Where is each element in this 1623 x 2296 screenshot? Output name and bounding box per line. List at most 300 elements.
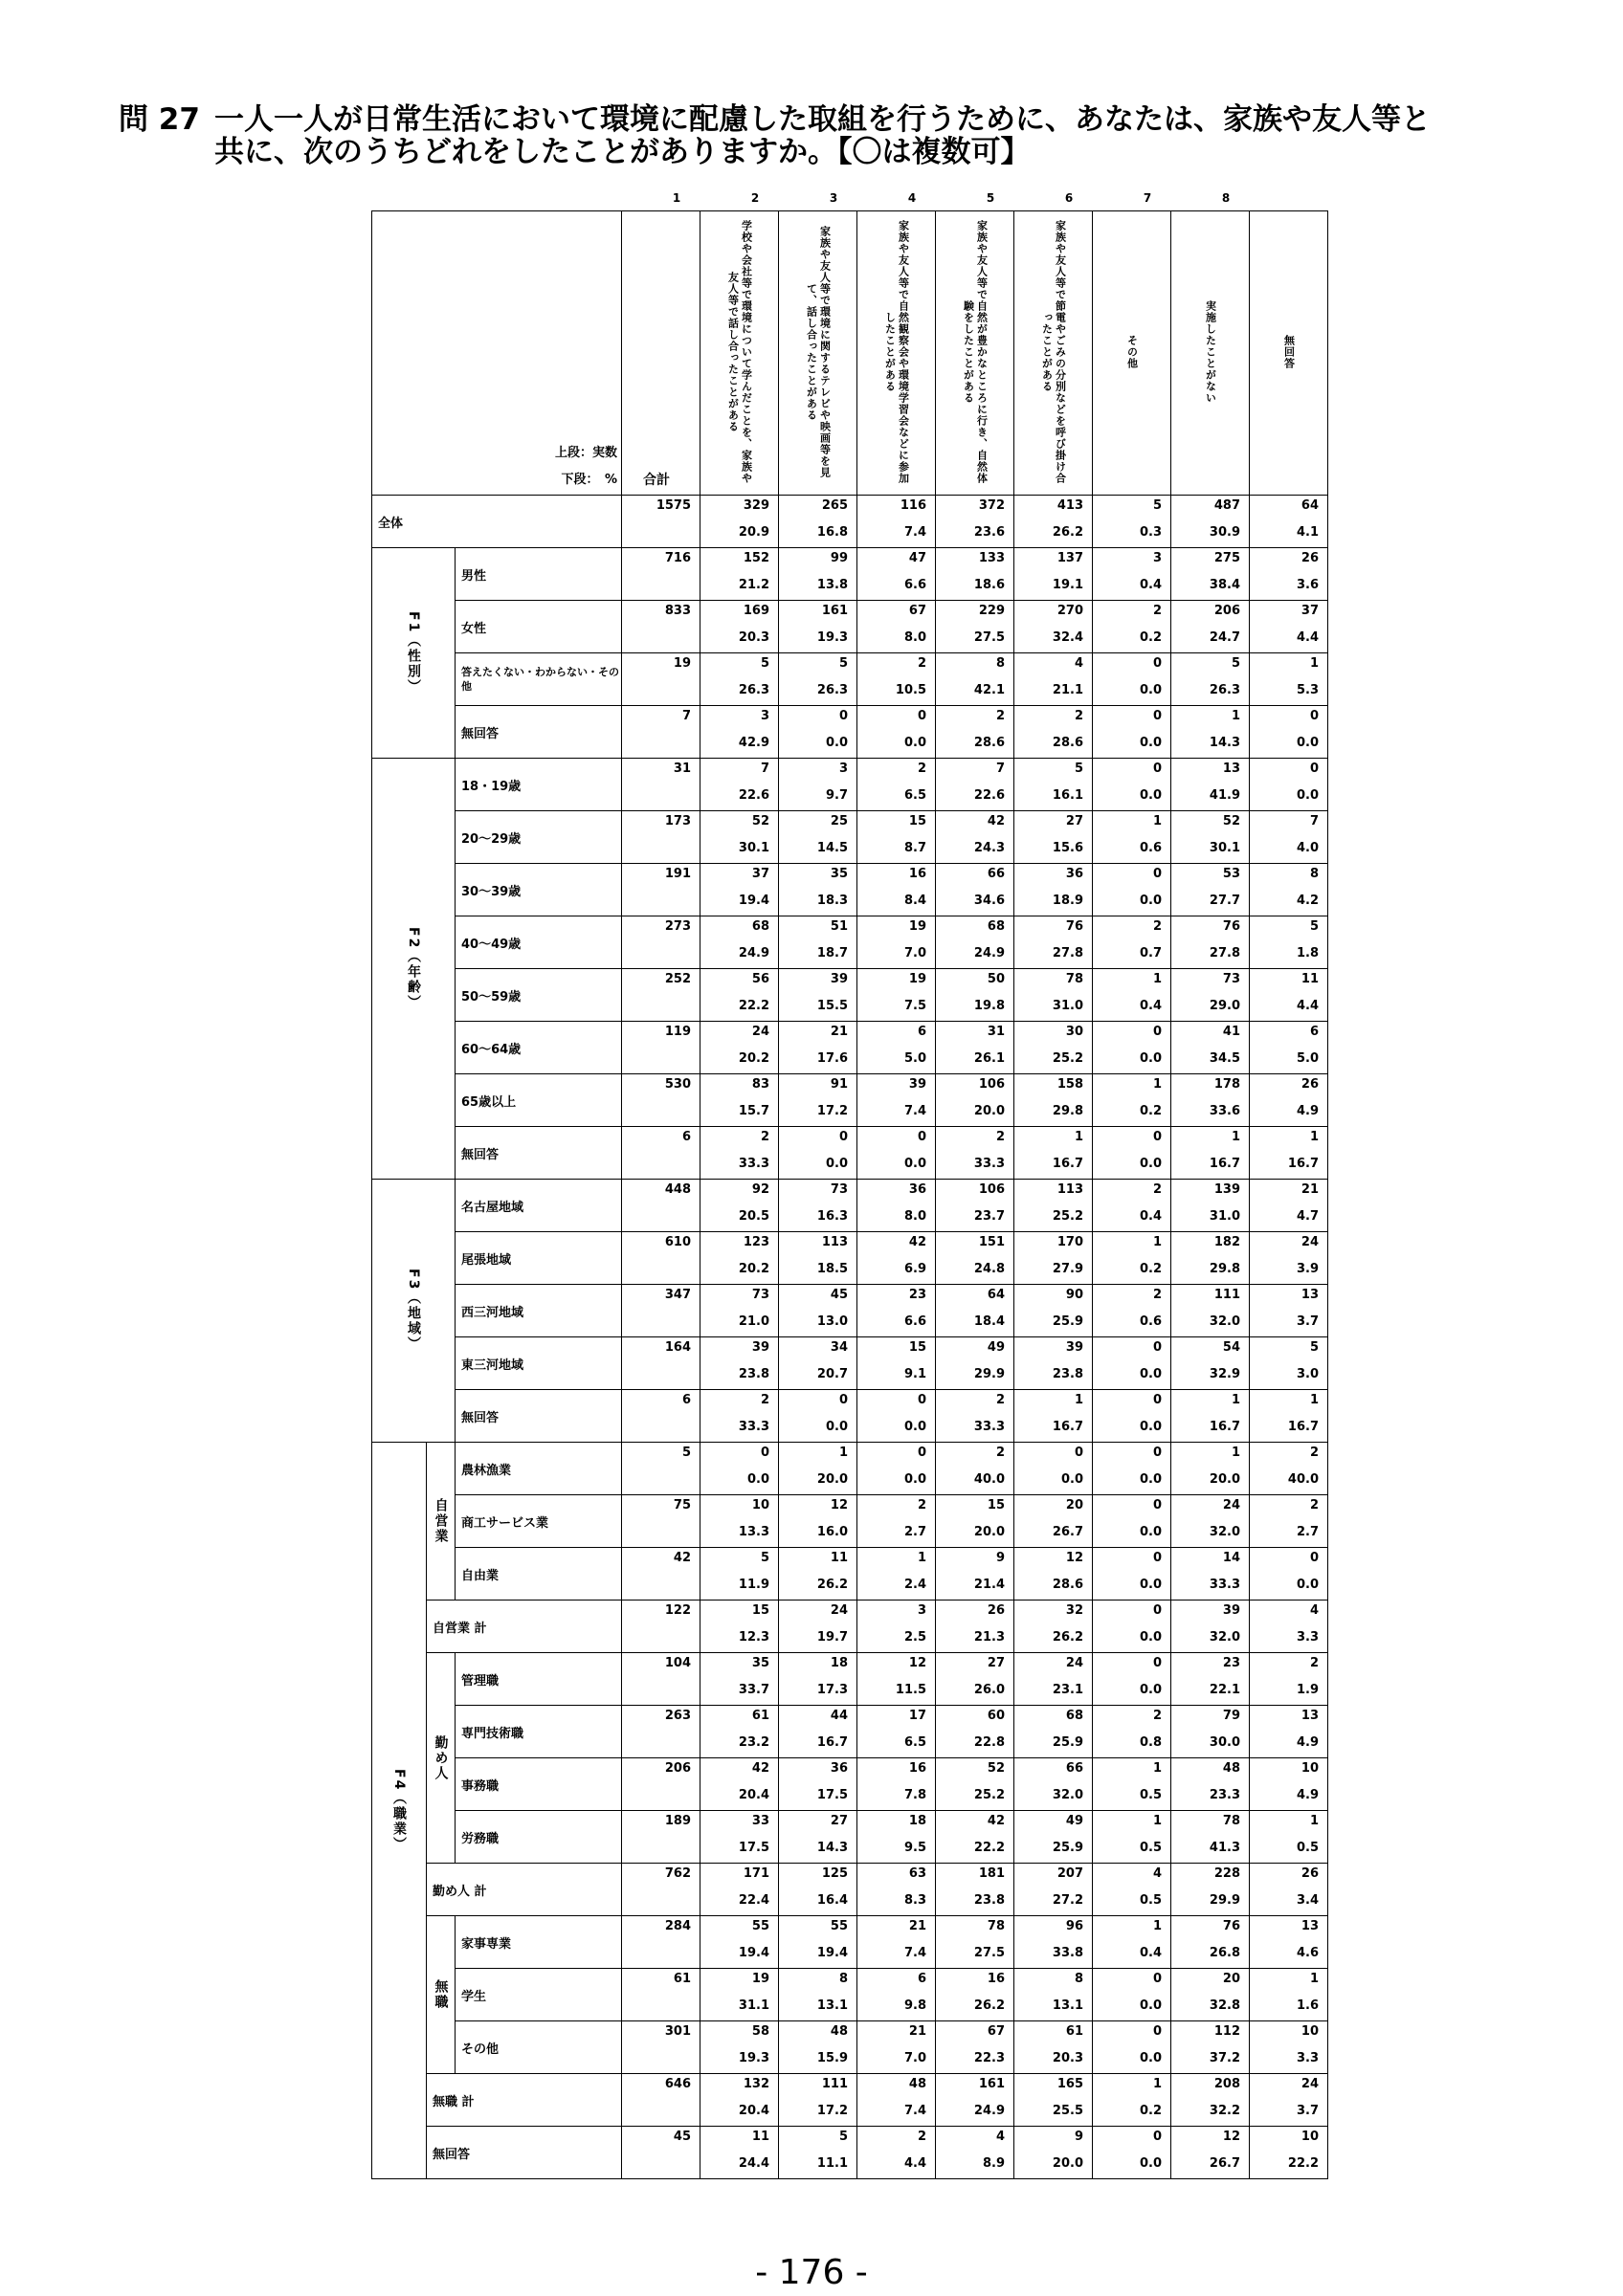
count-value: 106 [978, 1182, 1005, 1197]
percent-value: 22.6 [973, 788, 1005, 803]
count-value: 24 [1222, 1498, 1240, 1512]
percent-value: 0.0 [1139, 1683, 1162, 1697]
data-cell [700, 1232, 779, 1285]
row-total-value: 173 [664, 814, 691, 828]
percent-value: 22.2 [973, 1841, 1005, 1855]
data-cell [1093, 706, 1171, 759]
data-cell [857, 1180, 936, 1232]
data-cell [700, 1916, 779, 1969]
data-cell [1250, 1969, 1328, 2021]
column-number-row [0, 191, 1623, 209]
count-value: 0 [1152, 867, 1162, 881]
count-value: 96 [1065, 1919, 1083, 1933]
percent-value: 0.0 [1139, 1420, 1162, 1434]
percent-value: 19.4 [816, 1946, 848, 1960]
count-value: 270 [1056, 604, 1083, 618]
data-cell [1171, 1443, 1250, 1495]
percent-value: 27.8 [1209, 946, 1240, 960]
row-total [622, 969, 700, 1022]
count-value: 1 [1152, 1077, 1162, 1092]
row-label: 事務職 [456, 1758, 622, 1811]
percent-value: 16.7 [1287, 1420, 1319, 1434]
percent-value: 8.0 [903, 1209, 926, 1224]
count-value: 16 [908, 1761, 926, 1776]
row-label: 男性 [456, 548, 622, 601]
count-value: 47 [908, 551, 926, 565]
table-row [372, 1127, 1328, 1180]
count-value: 8 [1309, 867, 1319, 881]
count-value: 152 [743, 551, 769, 565]
percent-value: 0.4 [1139, 1946, 1162, 1960]
count-value: 15 [908, 814, 926, 828]
data-cell [1250, 1706, 1328, 1758]
col-number: 6 [1064, 191, 1074, 205]
count-value: 67 [908, 604, 926, 618]
group-label [427, 1653, 456, 1864]
count-value: 73 [830, 1182, 848, 1197]
data-cell [936, 1811, 1014, 1864]
count-value: 4 [1152, 1866, 1162, 1881]
count-value: 132 [743, 2077, 769, 2091]
count-value: 34 [830, 1340, 848, 1355]
percent-value: 1.9 [1296, 1683, 1319, 1697]
percent-value: 19.4 [738, 1946, 769, 1960]
data-cell [779, 1337, 857, 1390]
table-row [372, 1706, 1328, 1758]
count-value: 111 [821, 2077, 848, 2091]
count-value: 78 [1065, 972, 1083, 986]
row-label: 20～29歳 [456, 811, 622, 864]
count-value: 21 [908, 1919, 926, 1933]
data-cell [1250, 1811, 1328, 1864]
column-header: 無回答 [1250, 211, 1328, 496]
row-total [622, 1232, 700, 1285]
percent-value: 0.0 [903, 1420, 926, 1434]
percent-value: 13.3 [738, 1525, 769, 1539]
count-value: 0 [760, 1446, 769, 1460]
count-value: 3 [760, 709, 769, 723]
percent-value: 4.9 [1296, 1788, 1319, 1802]
col-number: 5 [986, 191, 995, 205]
group-label [372, 1180, 456, 1443]
percent-value: 29.0 [1209, 999, 1240, 1013]
table-row [372, 1074, 1328, 1127]
count-value: 1 [1152, 1761, 1162, 1776]
data-cell [1014, 811, 1093, 864]
data-cell [936, 1495, 1014, 1548]
count-value: 14 [1222, 1551, 1240, 1565]
percent-value: 24.9 [738, 946, 769, 960]
count-value: 36 [1065, 867, 1083, 881]
question-title-line1 [119, 103, 1431, 136]
column-header: 家族や友人等で自然が豊かなところに行き、自然体験をしたことがある [936, 211, 1014, 496]
count-value: 92 [751, 1182, 769, 1197]
count-value: 10 [1301, 2130, 1319, 2144]
count-value: 1 [1074, 1393, 1083, 1407]
percent-value: 21.4 [973, 1578, 1005, 1592]
count-value: 5 [1309, 919, 1319, 934]
data-cell [936, 1285, 1014, 1337]
percent-value: 23.3 [1209, 1788, 1240, 1802]
percent-value: 0.0 [1139, 2156, 1162, 2171]
data-cell [857, 1811, 936, 1864]
percent-value: 17.2 [816, 2104, 848, 2118]
data-cell [1093, 1390, 1171, 1443]
percent-value: 16.7 [1209, 1420, 1240, 1434]
data-cell [936, 2021, 1014, 2074]
column-header: その他 [1093, 211, 1171, 496]
percent-value: 0.4 [1139, 999, 1162, 1013]
data-cell [779, 1653, 857, 1706]
count-value: 0 [1152, 1446, 1162, 1460]
data-cell [857, 601, 936, 653]
data-cell [1014, 601, 1093, 653]
row-total [622, 1548, 700, 1601]
percent-value: 20.0 [973, 1525, 1005, 1539]
percent-value: 26.1 [973, 1051, 1005, 1066]
data-cell [857, 1022, 936, 1074]
percent-value: 22.2 [738, 999, 769, 1013]
percent-value: 16.7 [816, 1735, 848, 1750]
count-value: 275 [1213, 551, 1240, 565]
count-value: 2 [1152, 604, 1162, 618]
percent-value: 0.6 [1139, 1314, 1162, 1329]
percent-value: 3.7 [1296, 1314, 1319, 1329]
data-cell [700, 653, 779, 706]
row-total [622, 759, 700, 811]
group-label [372, 548, 456, 759]
data-cell [700, 1653, 779, 1706]
percent-value: 0.0 [1139, 1578, 1162, 1592]
data-cell [779, 864, 857, 916]
percent-value: 32.0 [1209, 1630, 1240, 1645]
count-value: 2 [1152, 919, 1162, 934]
percent-value: 15.9 [816, 2051, 848, 2065]
percent-value: 8.4 [903, 894, 926, 908]
percent-value: 24.4 [738, 2156, 769, 2171]
row-total [622, 1758, 700, 1811]
data-cell [1250, 1916, 1328, 1969]
percent-value: 31.0 [1052, 999, 1083, 1013]
data-cell [1171, 2127, 1250, 2179]
count-value: 1 [838, 1446, 848, 1460]
count-value: 44 [830, 1709, 848, 1723]
data-cell [1093, 548, 1171, 601]
data-cell [1250, 759, 1328, 811]
row-label: 専門技術職 [456, 1706, 622, 1758]
percent-value: 0.2 [1139, 1262, 1162, 1276]
row-label: 自由業 [456, 1548, 622, 1601]
count-value: 6 [1309, 1025, 1319, 1039]
count-value: 0 [838, 1393, 848, 1407]
percent-value: 19.1 [1052, 578, 1083, 592]
data-cell [1093, 1495, 1171, 1548]
group-label [427, 1443, 456, 1601]
percent-value: 0.4 [1139, 578, 1162, 592]
row-total-value: 284 [664, 1919, 691, 1933]
row-total [622, 653, 700, 706]
count-value: 68 [987, 919, 1005, 934]
count-value: 0 [917, 1446, 926, 1460]
data-cell [1093, 1548, 1171, 1601]
percent-value: 26.3 [1209, 683, 1240, 697]
count-value: 0 [1309, 1551, 1319, 1565]
percent-value: 17.5 [816, 1788, 848, 1802]
percent-value: 13.1 [1052, 1998, 1083, 2013]
data-cell [1250, 1653, 1328, 1706]
row-total [622, 916, 700, 969]
count-value: 161 [978, 2077, 1005, 2091]
percent-value: 20.0 [973, 1104, 1005, 1118]
count-value: 171 [743, 1866, 769, 1881]
count-value: 12 [1222, 2130, 1240, 2144]
percent-value: 32.0 [1209, 1525, 1240, 1539]
data-cell [1014, 1653, 1093, 1706]
percent-value: 0.2 [1139, 1104, 1162, 1118]
count-value: 24 [1301, 2077, 1319, 2091]
count-value: 90 [1065, 1288, 1083, 1302]
data-cell [936, 496, 1014, 548]
count-value: 26 [1301, 551, 1319, 565]
group-label-text: 自営業 [433, 1498, 449, 1544]
data-cell [700, 1022, 779, 1074]
count-value: 45 [830, 1288, 848, 1302]
data-cell [700, 2074, 779, 2127]
count-value: 2 [1152, 1288, 1162, 1302]
percent-value: 0.4 [1139, 1209, 1162, 1224]
table-row [372, 864, 1328, 916]
data-cell [1014, 1180, 1093, 1232]
count-value: 41 [1222, 1025, 1240, 1039]
count-value: 24 [1065, 1656, 1083, 1670]
row-total-value: 19 [673, 656, 691, 671]
percent-value: 16.7 [1052, 1157, 1083, 1171]
data-cell [700, 601, 779, 653]
count-value: 2 [917, 1498, 926, 1512]
count-value: 139 [1213, 1182, 1240, 1197]
data-cell [700, 1706, 779, 1758]
count-value: 2 [995, 1446, 1005, 1460]
percent-value: 16.8 [816, 525, 848, 540]
data-cell [1014, 2021, 1093, 2074]
table-row [372, 1811, 1328, 1864]
count-value: 1 [1309, 656, 1319, 671]
count-value: 11 [751, 2130, 769, 2144]
percent-value: 34.6 [973, 894, 1005, 908]
row-total [622, 1916, 700, 1969]
count-value: 178 [1213, 1077, 1240, 1092]
row-total [622, 1180, 700, 1232]
count-value: 55 [751, 1919, 769, 1933]
percent-value: 16.7 [1209, 1157, 1240, 1171]
table-row [372, 706, 1328, 759]
table-corner [372, 211, 622, 496]
percent-value: 7.0 [903, 946, 926, 960]
data-cell [1093, 1864, 1171, 1916]
data-cell [700, 1180, 779, 1232]
percent-value: 4.0 [1296, 841, 1319, 855]
percent-value: 7.5 [903, 999, 926, 1013]
data-cell [1171, 1180, 1250, 1232]
data-cell [700, 706, 779, 759]
data-cell [1171, 2074, 1250, 2127]
data-cell [1014, 706, 1093, 759]
count-value: 0 [1309, 709, 1319, 723]
count-value: 113 [821, 1235, 848, 1249]
count-value: 8 [995, 656, 1005, 671]
count-value: 12 [1065, 1551, 1083, 1565]
data-cell [1250, 1285, 1328, 1337]
data-cell [1171, 864, 1250, 916]
data-cell [1250, 1074, 1328, 1127]
count-value: 2 [917, 656, 926, 671]
percent-value: 26.3 [738, 683, 769, 697]
percent-value: 9.5 [903, 1841, 926, 1855]
count-value: 37 [751, 867, 769, 881]
count-value: 10 [1301, 1761, 1319, 1776]
percent-value: 19.3 [738, 2051, 769, 2065]
data-cell [1171, 1601, 1250, 1653]
data-cell [779, 1864, 857, 1916]
data-cell [1093, 1074, 1171, 1127]
data-cell [1014, 864, 1093, 916]
percent-value: 29.8 [1052, 1104, 1083, 1118]
count-value: 15 [908, 1340, 926, 1355]
data-cell [1250, 1495, 1328, 1548]
table-row [372, 1180, 1328, 1232]
data-cell [857, 1653, 936, 1706]
count-value: 37 [1301, 604, 1319, 618]
data-cell [936, 1706, 1014, 1758]
count-value: 0 [1152, 1498, 1162, 1512]
count-value: 1 [1152, 814, 1162, 828]
count-value: 1 [1231, 709, 1240, 723]
count-value: 50 [987, 972, 1005, 986]
data-cell [779, 1548, 857, 1601]
count-value: 7 [995, 762, 1005, 776]
count-value: 39 [1065, 1340, 1083, 1355]
data-cell [857, 811, 936, 864]
percent-value: 33.8 [1052, 1946, 1083, 1960]
data-cell [1093, 1232, 1171, 1285]
table-row [372, 1548, 1328, 1601]
data-cell [857, 1864, 936, 1916]
percent-value: 4.2 [1296, 894, 1319, 908]
count-value: 26 [1301, 1866, 1319, 1881]
data-cell [936, 1337, 1014, 1390]
row-total [622, 811, 700, 864]
row-total [622, 1653, 700, 1706]
percent-value: 18.9 [1052, 894, 1083, 908]
percent-value: 23.1 [1052, 1683, 1083, 1697]
percent-value: 27.9 [1052, 1262, 1083, 1276]
percent-value: 32.4 [1052, 630, 1083, 645]
data-cell [936, 1916, 1014, 1969]
percent-value: 24.7 [1209, 630, 1240, 645]
count-value: 10 [1301, 2024, 1319, 2039]
count-value: 0 [1309, 762, 1319, 776]
percent-value: 20.0 [1052, 2156, 1083, 2171]
percent-value: 0.0 [825, 1157, 848, 1171]
count-value: 19 [908, 919, 926, 934]
row-total [622, 1495, 700, 1548]
percent-value: 5.0 [903, 1051, 926, 1066]
row-label: 30～39歳 [456, 864, 622, 916]
count-value: 5 [760, 1551, 769, 1565]
data-cell [1093, 1811, 1171, 1864]
row-label: 無職 計 [427, 2074, 622, 2127]
row-label: 商工サービス業 [456, 1495, 622, 1548]
data-cell [779, 1811, 857, 1864]
count-value: 13 [1301, 1919, 1319, 1933]
row-total-value: 75 [673, 1498, 691, 1512]
data-cell [1093, 653, 1171, 706]
data-cell [1014, 1758, 1093, 1811]
data-cell [1093, 1022, 1171, 1074]
count-value: 13 [1301, 1709, 1319, 1723]
row-total-value: 191 [664, 867, 691, 881]
percent-value: 17.3 [816, 1683, 848, 1697]
data-cell [936, 811, 1014, 864]
data-cell [857, 2127, 936, 2179]
row-label: 40～49歳 [456, 916, 622, 969]
count-value: 0 [1152, 1340, 1162, 1355]
percent-value: 16.7 [1287, 1157, 1319, 1171]
count-value: 0 [1152, 1551, 1162, 1565]
data-cell [857, 1969, 936, 2021]
data-cell [1171, 1022, 1250, 1074]
count-value: 9 [1074, 2130, 1083, 2144]
percent-value: 25.9 [1052, 1314, 1083, 1329]
count-value: 229 [978, 604, 1005, 618]
data-cell [857, 496, 936, 548]
count-value: 76 [1065, 919, 1083, 934]
row-total-value: 347 [664, 1288, 691, 1302]
group-label-text: 無職 [433, 1979, 449, 2010]
percent-value: 10.5 [895, 683, 926, 697]
row-label: 管理職 [456, 1653, 622, 1706]
data-cell [1171, 1232, 1250, 1285]
data-cell [700, 2127, 779, 2179]
row-total [622, 2127, 700, 2179]
count-value: 55 [830, 1919, 848, 1933]
data-cell [1093, 969, 1171, 1022]
data-cell [1014, 548, 1093, 601]
data-cell [857, 706, 936, 759]
data-cell [1250, 916, 1328, 969]
percent-value: 0.2 [1139, 2104, 1162, 2118]
row-total-value: 252 [664, 972, 691, 986]
col-number: 4 [907, 191, 917, 205]
percent-value: 0.0 [1139, 2051, 1162, 2065]
group-label-text: F2（年齢） [406, 926, 421, 1011]
count-value: 21 [1301, 1182, 1319, 1197]
data-cell [1171, 1074, 1250, 1127]
percent-value: 11.1 [816, 2156, 848, 2171]
data-cell [1093, 1443, 1171, 1495]
table-row [372, 1232, 1328, 1285]
count-value: 27 [1065, 814, 1083, 828]
percent-value: 23.8 [1052, 1367, 1083, 1381]
row-total-value: 6 [681, 1393, 691, 1407]
count-value: 2 [995, 1130, 1005, 1144]
percent-value: 0.0 [825, 736, 848, 750]
percent-value: 20.4 [738, 1788, 769, 1802]
data-cell [936, 601, 1014, 653]
count-value: 2 [1152, 1182, 1162, 1197]
row-total-value: 189 [664, 1814, 691, 1828]
count-value: 66 [987, 867, 1005, 881]
